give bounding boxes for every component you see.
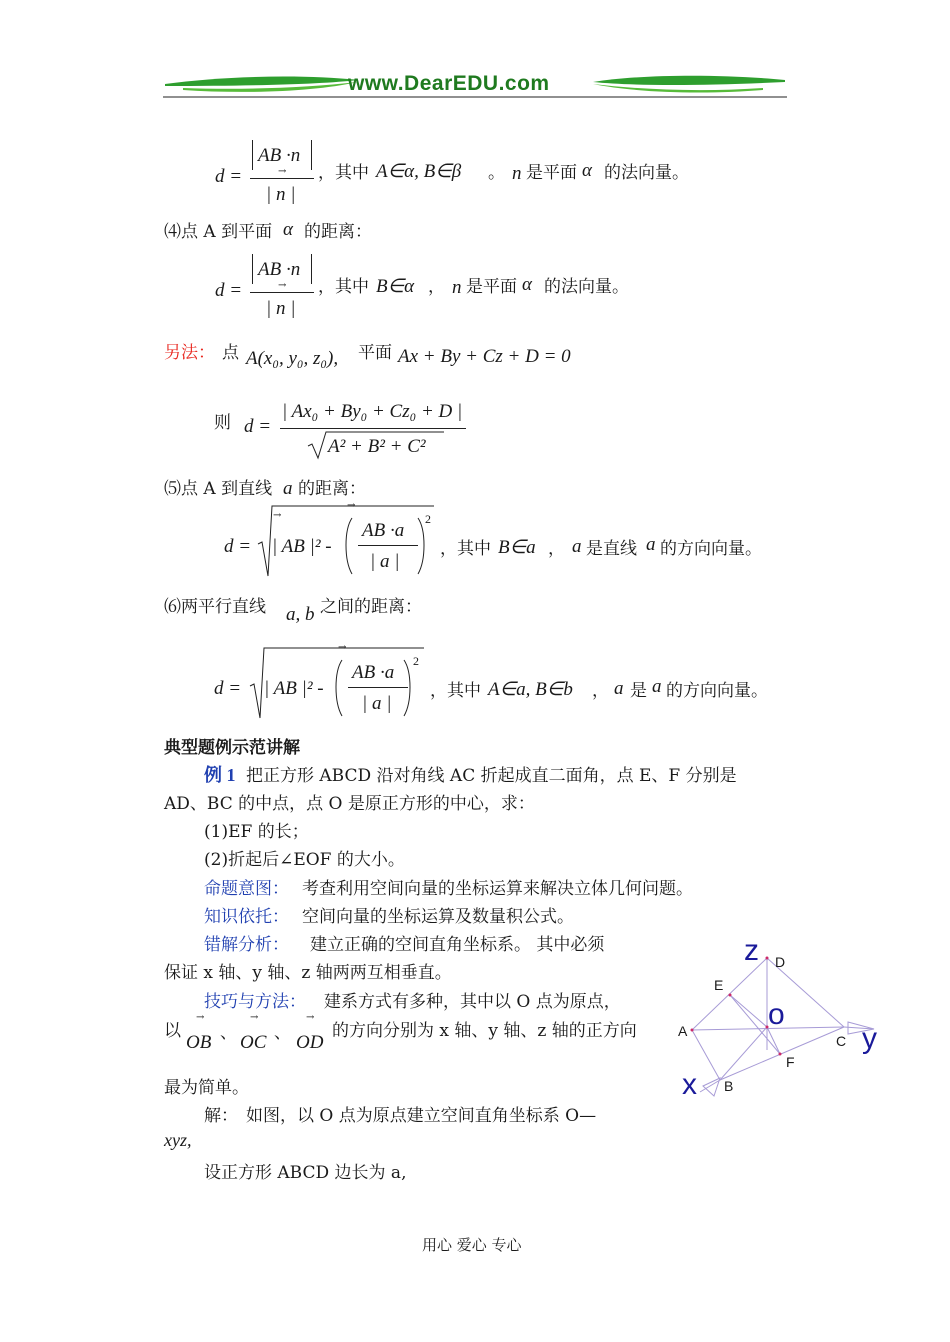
math-a: a: [283, 478, 293, 499]
formula-6-d: d =: [214, 678, 242, 699]
example-text: AD、BC 的中点，点 O 是原正方形的中心，求：: [164, 794, 535, 814]
distance-denominator: A² + B² + C²: [328, 436, 426, 457]
point-c-label: C: [836, 1033, 847, 1049]
formula-3-condition: A∈α, B∈β: [376, 161, 462, 182]
math-a: a: [652, 676, 662, 697]
point-coordinates: A(x₀, y₀, z₀),: [246, 348, 339, 369]
text: 是: [630, 681, 647, 701]
section-heading: 典型题例示范讲解: [164, 738, 300, 758]
solution-text: xyz,: [164, 1130, 192, 1150]
vector-od: OD: [296, 1032, 324, 1053]
formula-4-denominator: | n |: [266, 298, 296, 319]
formula-5-numerator: AB ·a: [362, 520, 405, 541]
text: ，其中: [430, 681, 481, 701]
math-a: a: [614, 678, 624, 699]
axis-z-label: z: [744, 934, 759, 967]
math-alpha: α: [522, 274, 532, 295]
error-label: 错解分析：: [204, 935, 289, 955]
exponent: 2: [425, 512, 431, 526]
section-4-label: ⑷点 A 到平面: [164, 222, 273, 242]
math-n: n: [512, 163, 522, 184]
point-d-label: D: [775, 954, 786, 970]
text: 是平面: [466, 277, 517, 297]
math-alpha: α: [283, 219, 293, 240]
solution-text: 如图，以 O 点为原点建立空间直角坐标系 O—: [246, 1106, 597, 1126]
error-text: 保证 x 轴、y 轴、z 轴两两互相垂直。: [164, 963, 452, 983]
fraction-line: [348, 687, 408, 688]
plane-equation: Ax + By + Cz + D = 0: [398, 346, 571, 367]
intent-text: 考查利用空间向量的坐标运算来解决立体几何问题。: [302, 879, 693, 899]
text: 、: [220, 1023, 237, 1043]
technique-text: 建系方式有多种，其中以 O 点为原点，: [324, 992, 621, 1012]
question-2: (2)折起后∠EOF 的大小。: [204, 850, 405, 870]
site-name: www.DearEDU.com: [348, 72, 550, 95]
vector-arrow: →: [347, 500, 356, 511]
vector-arrow: →: [250, 1012, 259, 1023]
formula-5-d: d =: [224, 536, 252, 557]
formula-6-numerator: AB ·a: [352, 662, 395, 683]
formula-4-numerator: AB ·n: [258, 259, 301, 280]
alt-label: 另法：: [164, 343, 215, 363]
section-6-label: ⑹两平行直线: [164, 597, 266, 617]
text: 的距离：: [304, 222, 372, 242]
vector-arrow: →: [278, 280, 287, 291]
formula-4-d: d =: [215, 280, 243, 301]
text: 的距离：: [298, 479, 366, 499]
text: ，: [548, 539, 565, 559]
technique-text: 的方向分别为 x 轴、y 轴、z 轴的正方向: [332, 1021, 637, 1041]
section-5-label: ⑸点 A 到直线: [164, 479, 273, 499]
text: ，其中: [318, 163, 369, 183]
fraction-line: [358, 545, 418, 546]
vector-arrow: →: [306, 1012, 315, 1023]
technique-label: 技巧与方法：: [204, 992, 306, 1012]
axis-y-label: y: [862, 1022, 877, 1055]
formula-4-condition: B∈α: [376, 276, 415, 297]
fraction-line: [250, 178, 314, 179]
fraction-line: [250, 292, 314, 293]
text: 的法向量。: [544, 277, 629, 297]
question-1: (1)EF 的长；: [204, 822, 309, 842]
formula-5-denominator: | a |: [370, 551, 400, 572]
text: 的方向向量。: [660, 539, 762, 559]
text: ，: [428, 277, 445, 297]
math-a: a: [572, 536, 582, 557]
error-text: 建立正确的空间直角坐标系。 其中必须: [310, 935, 605, 955]
formula-3-d: d =: [215, 166, 243, 187]
text: 的法向量。: [604, 163, 689, 183]
point-e-label: E: [714, 977, 724, 993]
formula-6-condition: A∈a, B∈b: [488, 679, 573, 700]
text: 的方向向量。: [666, 681, 768, 701]
exponent: 2: [413, 654, 419, 668]
math-ab: a, b: [286, 604, 315, 625]
solution-label: 解：: [204, 1106, 238, 1126]
point-b-label: B: [724, 1078, 734, 1094]
math-alpha: α: [582, 160, 592, 181]
point-a-label: A: [678, 1023, 688, 1039]
abs-bar-left: [252, 140, 255, 170]
vector-oc: OC: [240, 1032, 267, 1053]
text: 之间的距离：: [320, 597, 422, 617]
basis-text: 空间向量的坐标运算及数量积公式。: [302, 907, 574, 927]
abs-bar-right: [311, 254, 314, 284]
abs-bar-right: [311, 140, 314, 170]
formula-5-condition: B∈a: [498, 537, 536, 558]
solution-text: 设正方形 ABCD 边长为 a,: [204, 1163, 407, 1183]
axis-x-label: x: [682, 1068, 697, 1101]
basis-label: 知识依托：: [204, 907, 289, 927]
formula-3-denominator: | n |: [266, 184, 296, 205]
text: 平面: [358, 343, 392, 363]
vector-arrow: →: [278, 166, 287, 177]
math-a: a: [646, 534, 656, 555]
text: 是平面: [526, 163, 577, 183]
text: 、: [274, 1023, 291, 1043]
example-text: 把正方形 ABCD 沿对角线 AC 折起成直二面角，点 E、F 分别是: [246, 766, 737, 786]
intent-label: 命题意图：: [204, 879, 289, 899]
abs-bar-left: [252, 254, 255, 284]
math-n: n: [452, 277, 462, 298]
distance-numerator: | Ax₀ + By₀ + Cz₀ + D |: [282, 401, 463, 422]
text: 点: [222, 343, 239, 363]
fraction-line: [280, 428, 466, 429]
vector-arrow: →: [273, 510, 282, 521]
origin-o-label: o: [768, 998, 785, 1031]
text: ，其中: [318, 277, 369, 297]
formula-5-ab: | AB |² -: [272, 536, 332, 557]
vector-arrow: →: [196, 1012, 205, 1023]
text: 是直线: [586, 539, 637, 559]
technique-text: 最为简单。: [164, 1078, 249, 1098]
formula-3-numerator: AB ·n: [258, 145, 301, 166]
page-footer: 用心 爱心 专心: [422, 1236, 522, 1254]
text: ，其中: [440, 539, 491, 559]
text: 。: [488, 163, 505, 183]
text: ，: [592, 681, 609, 701]
text: 以: [164, 1021, 181, 1041]
example-label: 例 1: [204, 765, 236, 785]
vector-arrow: →: [338, 642, 347, 653]
point-f-label: F: [786, 1054, 795, 1070]
formula-6-denominator: | a |: [362, 693, 392, 714]
formula-6-ab: | AB |² -: [264, 678, 324, 699]
text: 则: [214, 413, 231, 433]
vector-ob: OB: [186, 1032, 212, 1053]
distance-d: d =: [244, 416, 272, 437]
